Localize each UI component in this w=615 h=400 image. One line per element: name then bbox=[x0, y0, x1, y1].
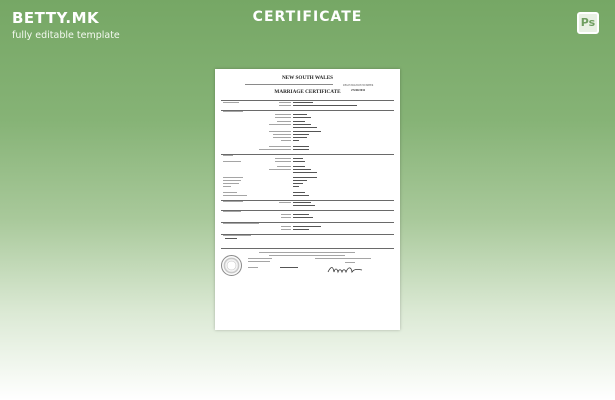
tagline: fully editable template bbox=[12, 30, 120, 41]
certificate-preview bbox=[215, 69, 400, 330]
brand-logo: BETTY.MK bbox=[12, 9, 100, 27]
section-witnesses bbox=[221, 210, 394, 211]
section-bride bbox=[221, 154, 394, 155]
certificate-state: NEW SOUTH WALES bbox=[281, 75, 334, 81]
section-parents bbox=[221, 200, 394, 201]
registry-seal-icon bbox=[221, 255, 242, 276]
certificate-subtitle bbox=[245, 84, 333, 85]
page-title: CERTIFICATE bbox=[252, 9, 363, 25]
certificate-title: MARRIAGE CERTIFICATE bbox=[274, 89, 341, 95]
photoshop-icon: Ps bbox=[577, 12, 599, 34]
registration-label: REGISTRATION NUMBER bbox=[343, 83, 374, 87]
registration-number: 27240/2011 bbox=[351, 87, 366, 92]
section-bridegroom bbox=[221, 110, 394, 111]
registrar-signature bbox=[327, 263, 363, 275]
